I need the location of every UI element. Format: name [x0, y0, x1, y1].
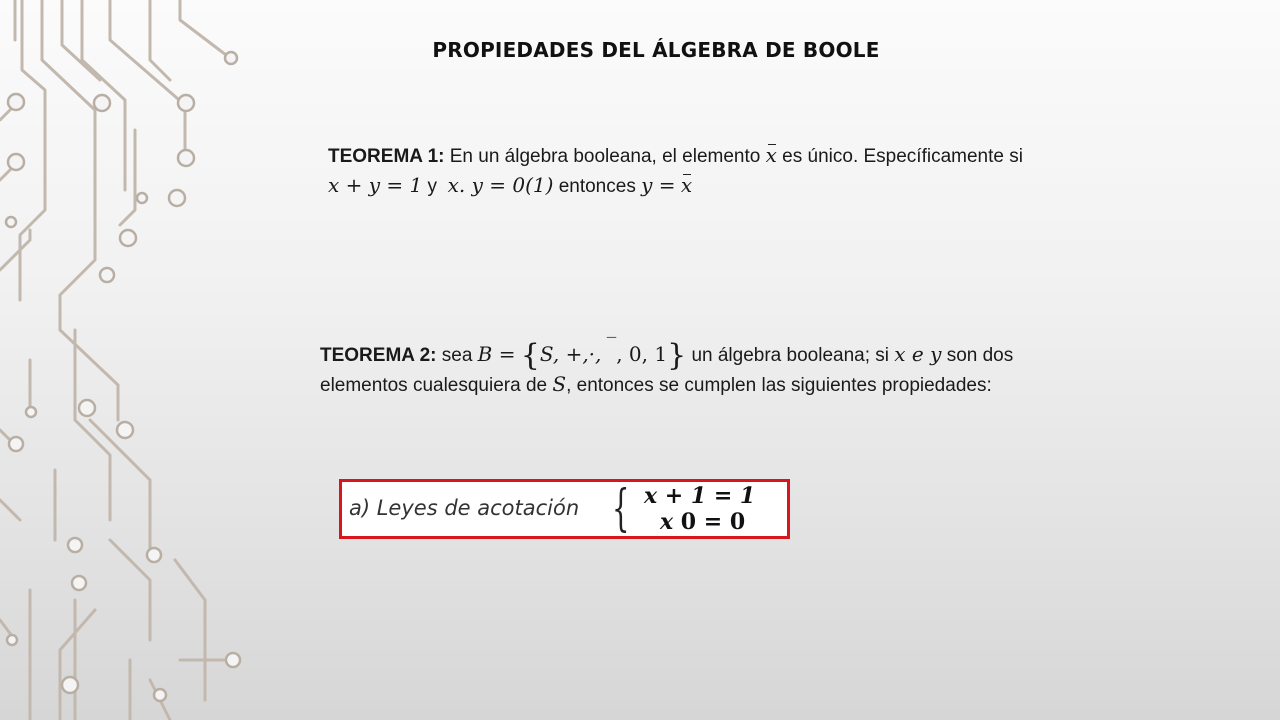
set-complement-bar: ‾ [606, 334, 617, 356]
x-bar-symbol: x [765, 143, 777, 167]
theorem-1-text-d: entonces [558, 176, 636, 197]
theorem-1-text-c: y [427, 176, 438, 197]
theorem-1-text-a: En un álgebra booleana, el elemento [449, 146, 761, 167]
theorem-2-text-e: , entonces se cumplen las siguientes propiedades: [566, 375, 992, 396]
theorem-2-label: TEOREMA 2: [320, 345, 437, 366]
law-a-label: a) Leyes de acotación [349, 496, 580, 520]
law-a-equation-2 [660, 509, 745, 535]
theorem-1-text-b: es único. Específicamente si [782, 146, 1023, 167]
set-close-brace: } [667, 338, 687, 373]
set-s: S [552, 372, 567, 396]
formula-b: B = [477, 342, 516, 366]
theorem-1-label: TEOREMA 1: [328, 146, 445, 167]
set-content: S, +,·, [539, 342, 602, 366]
set-tail: , 0, 1 [616, 342, 668, 366]
formula-x-e-y: x e y [894, 342, 942, 366]
law-a-equation-2-var: x [660, 509, 674, 535]
circuit-board-decoration [0, 0, 250, 720]
page-title: PROPIEDADES DEL ÁLGEBRA DE BOOLE [432, 38, 880, 62]
theorem-2 [320, 334, 1220, 400]
theorem-2-text-c: son dos [946, 345, 1014, 366]
formula-result: y = [641, 173, 676, 197]
formula-sum: x + y = 1 [328, 173, 423, 197]
formula-product: x. y = 0(1) [447, 173, 554, 197]
theorem-1 [328, 141, 1228, 201]
theorem-2-text-d: elementos cualesquiera de [320, 375, 548, 396]
law-a-equation-2-rest: 0 = 0 [673, 509, 746, 535]
law-a-equation-1: x + 1 = 1 [644, 483, 756, 509]
theorem-2-text-b: un álgebra booleana; si [691, 345, 889, 366]
law-a-box [339, 479, 790, 539]
x-bar-symbol-2: x [680, 173, 693, 197]
set-open-brace: { [520, 338, 540, 373]
theorem-2-text-a: sea [441, 345, 473, 366]
law-a-brace: { [612, 479, 630, 537]
